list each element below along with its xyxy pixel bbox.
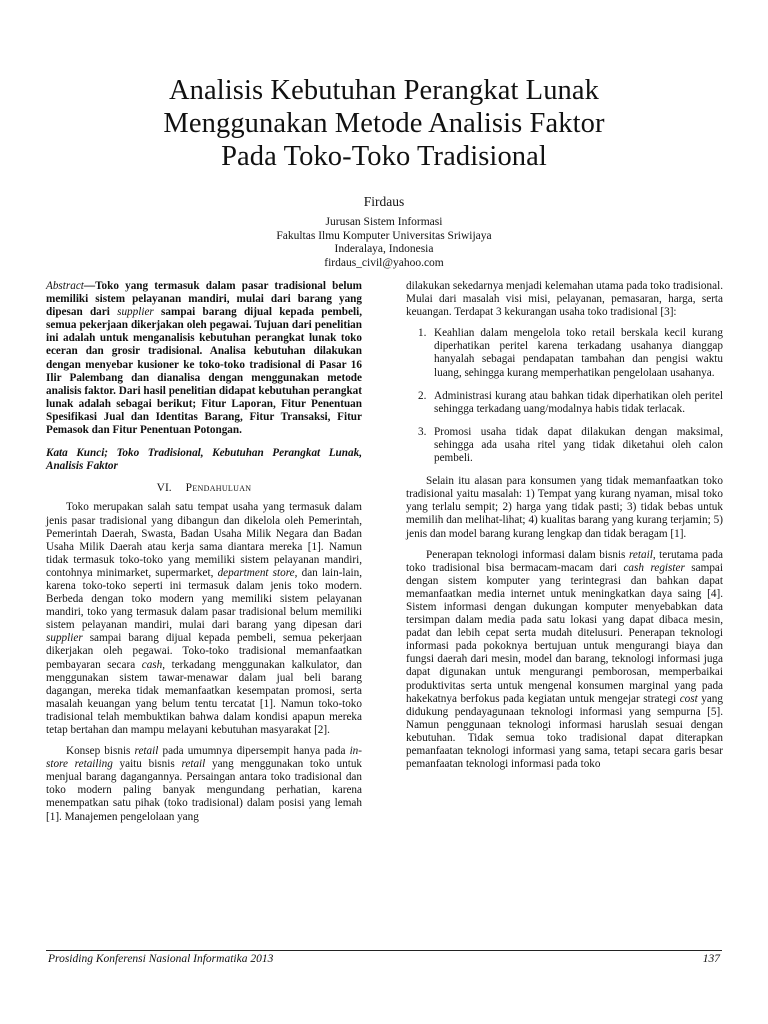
paragraph: Selain itu alasan para konsumen yang tidak memanfaatkan toko tradisional yaitu masalah: 1) Tempat yang kurang nyaman, misal toko yang terlalu sempit; 2) harga yang tidak pasti; 3) tidak bebas untuk memilih dan melihat-lihat; 4) kualitas barang yang kurang terjamin; 5) jenis dan model barang kurang lengkap dan tidak beragam [1]. xyxy=(406,475,723,540)
keywords: Kata Kunci; Toko Tradisional, Kebutuhan Perangkat Lunak, Analisis Faktor xyxy=(46,447,362,473)
page-number: 137 xyxy=(702,953,720,965)
section-number: VI. xyxy=(156,482,172,495)
title-line: Analisis Kebutuhan Perangkat Lunak xyxy=(168,75,599,106)
paragraph: Konsep bisnis retail pada umumnya dipersempit hanya pada in-store retailing yaitu bisnis retail yang menggunakan toko untuk menjual barang dagangannya. Persaingan antara toko tradisional dan toko modern paling banyak mengundang perhatian, karena menempatkan satu pihak (toko tradisional) dalam posisi yang lemah [1]. Manajemen pengelolaan yang xyxy=(46,745,363,823)
list-item-text: Administrasi kurang atau bahkan tidak diperhatikan oleh peritel sehingga terkadang uang/modalnya habis tidak terlacak. xyxy=(434,389,723,415)
paragraph: Penerapan teknologi informasi dalam bisnis retail, terutama pada toko tradisional bisa bermacam-macam dari cash register sampai dengan sistem komputer yang terintegrasi dan bahkan dapat memanfaatkan media internet untuk meningkatkan daya saing [4]. Sistem informasi dengan dukungan komputer menyebabkan data tersimpan dalam media pada satu lokasi yang dapat dibaca mesin, padat dan lebih cepat serta mudah ditelusuri. Penerapan teknologi informasi pada pokoknya bertujuan untuk mengurangi biaya dan fungsi daerah dari mesin, model dan barang, teknologi informasi juga dapat digunakan untuk mengurangi pemborosan, memperbaikai produktivitas serta untuk mengenal konsumen marginal yang pada hakekatnya berfokus pada kegiatan untuk mengejar strategi cost yang didukung pendayagunaan teknologi informasi yang sempurna [5]. Namun penggunaan teknologi informasi haruslah sesuai dengan kebutuhan. Tidak semua toko tradisional dapat diterapkan pemanfaatan teknologi informasi yang sama, tetapi secara garis besar pemanfaatan teknologi informasi pada toko xyxy=(406,548,723,771)
abstract xyxy=(46,280,362,437)
footer-proceedings: Prosiding Konferensi Nasional Informatika 2013 xyxy=(48,953,274,965)
affiliation-faculty: Fakultas Ilmu Komputer Universitas Sriwijaya xyxy=(276,229,492,242)
paper-title xyxy=(40,74,728,173)
list-item xyxy=(406,327,723,379)
list-item xyxy=(406,390,723,416)
title-line: Menggunakan Metode Analisis Faktor xyxy=(163,108,605,139)
right-column xyxy=(406,280,723,779)
paragraph: dilakukan sekedarnya menjadi kelemahan utama pada toko tradisional. Mulai dari masalah visi misi, pelayanan, pemasaran, harga, serta keuangan. Terdapat 3 kekurangan usaha toko tradisional [3]: xyxy=(406,280,723,319)
footer-divider xyxy=(46,950,722,951)
list-item-number: 1. xyxy=(418,327,427,340)
author-name: Firdaus xyxy=(363,194,405,209)
list-item-text: Promosi usaha tidak dapat dilakukan dengan maksimal, sehingga ada usaha ritel yang tidak diketahui oleh calon pembeli. xyxy=(434,425,723,465)
author-email: firdaus_civil@yahoo.com xyxy=(324,256,444,269)
author-affiliation xyxy=(40,216,728,270)
abstract-dash: — xyxy=(83,280,96,292)
list-item xyxy=(406,426,723,465)
affiliation-location: Inderalaya, Indonesia xyxy=(334,243,434,256)
title-line: Pada Toko-Toko Tradisional xyxy=(221,141,547,172)
list-item-text: Keahlian dalam mengelola toko retail berskala kecil kurang diperhatikan peritel karena terkadang usahanya dianggap hanyalah sebagai pendapatan tambahan dan pengisi waktu luang, sehingga kurang memperhatikan pengelolaan usahanya. xyxy=(434,327,723,379)
list-item-number: 3. xyxy=(418,425,427,438)
abstract-text: Toko yang termasuk dalam pasar tradisional belum memiliki sistem pelayanan mandiri, mulai dari barang yang dipesan dari supplier sampai barang dijual kepada pembeli, semua pekerjaan dikerjakan oleh pegawai. Tujuan dari penelitian ini adalah untuk menganalisis kebutuhan perangkat lunak toko eceran dan grosir tradisional. Analisa kebutuhan dilakukan dengan menyebar kusioner ke toko-toko tradisional di Pasar 16 Ilir Palembang dan dianalisa dengan menggunakan metode analisis faktor. Dari hasil penelitian didapat kebutuhan perangkat lunak adalah sebagai berikut; Fitur Laporan, Fitur Penentuan Spesifikasi Jual dan Identitas Barang, Fitur Transaksi, Fitur Pemasok dan Fitur Penentuan Potongan. xyxy=(46,280,362,437)
list-item-number: 2. xyxy=(418,389,427,402)
paragraph: Toko merupakan salah satu tempat usaha yang termasuk dalam jenis pasar tradisional yang dibangun dan dikelola oleh Pemerintah, Pemerintah Daerah, Swasta, Badan Usaha Milik Negara dan Badan Usaha Milik Daerah atau kerja sama diantara mereka [1]. Namun tidak termasuk toko-toko yang memiliki sistem pelayanan mandiri, contohnya minimarket, supermarket, department store, dan lain-lain, karena toko-toko seperti ini termasuk dalam jenis toko modern. Berbeda dengan toko modern yang memiliki sistem pelayanan mandiri, toko yang termasuk dalam pasar tradisional belum memiliki sistem pelayanan mandiri, mulai dari barang yang dipesan dari supplier sampai barang dijual kepada pembeli, semua pekerjaan dikerjakan oleh pegawai. Toko-toko tradisional memanfaatkan pembayaran secara cash, terkadang menggunakan kalkulator, dan menggunakan sistem tawar-menawar dalam jual beli barang dagangan, mereka tidak memanfaatkan kesempatan promosi, serta masalah keuangan yang belum tentu tercatat [1]. Namun toko-toko tradisional telah membuktikan bahwa dalam kondisi apapun mereka tetap bertahan dan mampu melayani kebutuhan masyarakat [2]. xyxy=(46,501,363,736)
section-title: Pendahuluan xyxy=(185,482,252,495)
numbered-list xyxy=(406,327,723,465)
affiliation-department: Jurusan Sistem Informasi xyxy=(325,216,443,228)
section-heading xyxy=(46,482,362,495)
left-column xyxy=(46,280,362,832)
abstract-label: Abstract xyxy=(46,280,84,292)
